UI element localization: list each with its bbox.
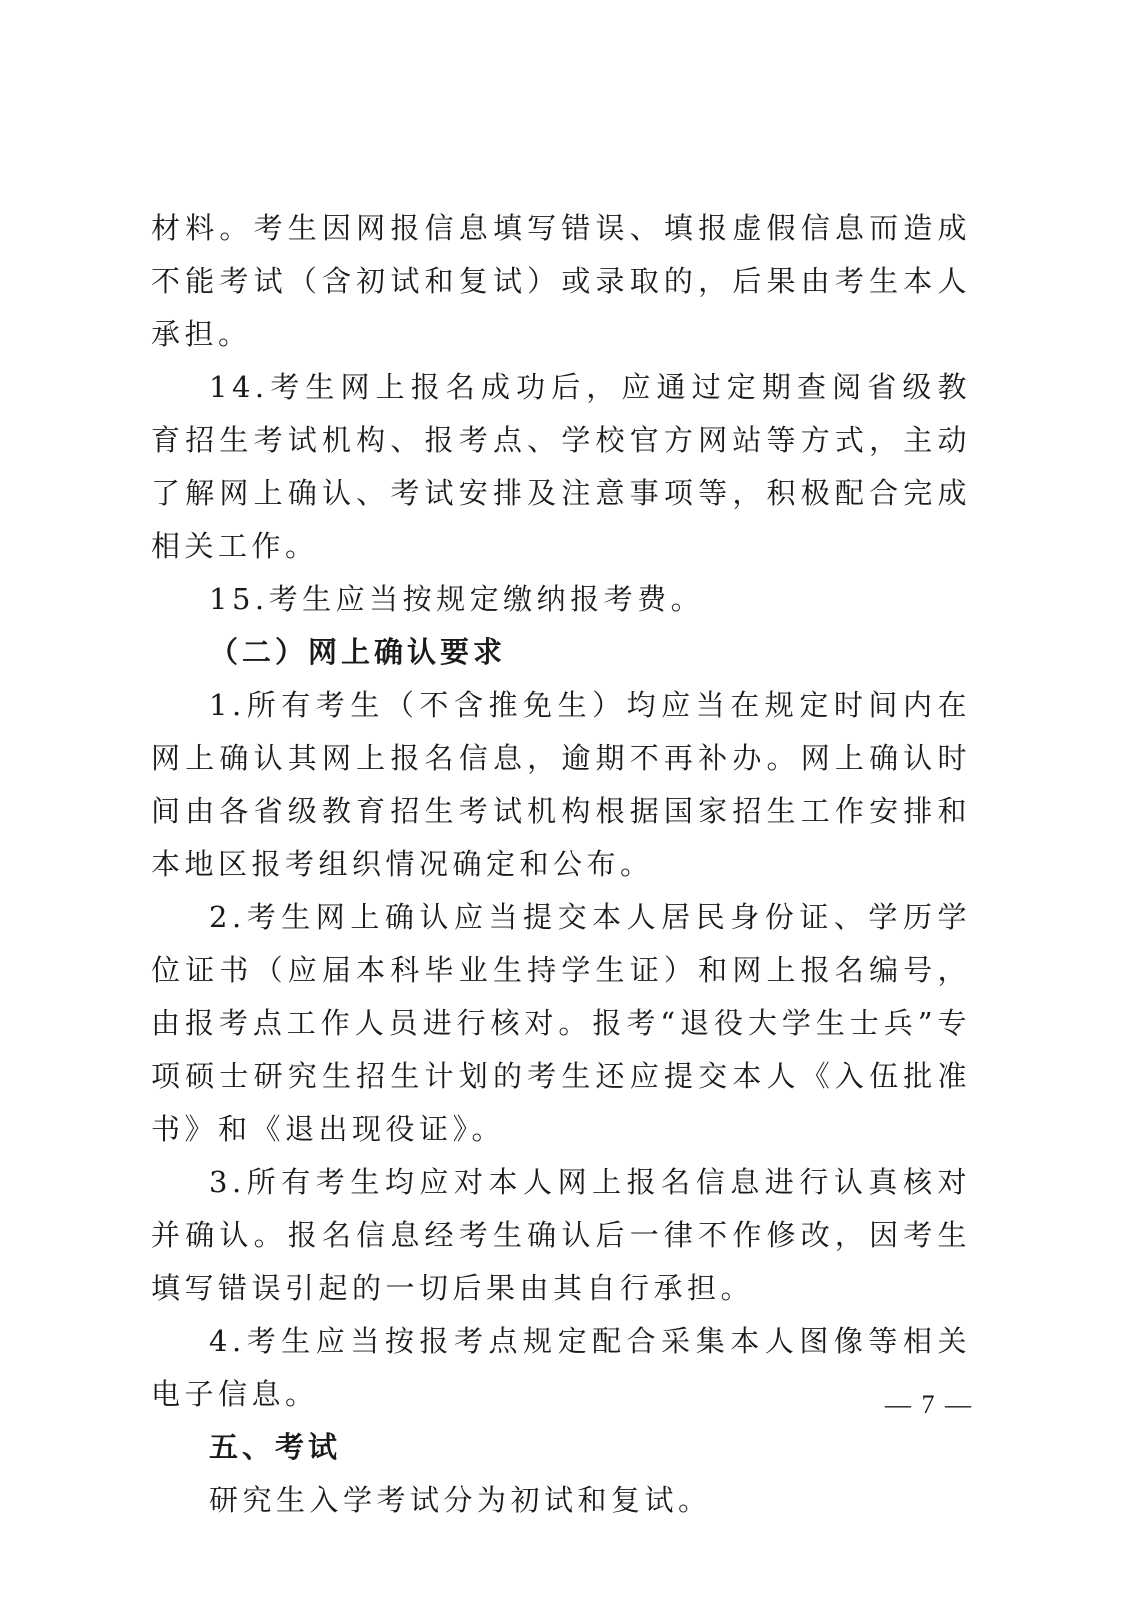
paragraph-confirm-item-2: 2.考生网上确认应当提交本人居民身份证、学历学位证书（应届本科毕业生持学生证）和网上报名编号，由报考点工作人员进行核对。报考“退役大学生士兵”专项硕士研究生招生计划的考生还应提交本人《入伍批准书》和《退出现役证》。 [151,900,971,1146]
paragraph-confirm-item-4: 4.考生应当按报考点规定配合采集本人图像等相关电子信息。 [151,1324,971,1411]
paragraph-item-14: 14.考生网上报名成功后，应通过定期查阅省级教育招生考试机构、报考点、学校官方网站等方式，主动了解网上确认、考试安排及注意事项等，积极配合完成相关工作。 [151,370,971,563]
page-number: — 7 — [885,1390,973,1419]
paragraph-confirm-item-1: 1.所有考生（不含推免生）均应当在规定时间内在网上确认其网上报名信息，逾期不再补办。网上确认时间由各省级教育招生考试机构根据国家招生工作安排和本地区报考组织情况确定和公布。 [151,688,971,881]
paragraph-exam-intro: 研究生入学考试分为初试和复试。 [209,1483,712,1517]
section-heading-exam: 五、考试 [209,1430,342,1464]
paragraph-confirm-item-3: 3.所有考生均应对本人网上报名信息进行认真核对并确认。报名信息经考生确认后一律不作修改，因考生填写错误引起的一切后果由其自行承担。 [151,1165,971,1305]
paragraph-continuation: 材料。考生因网报信息填写错误、填报虚假信息而造成不能考试（含初试和复试）或录取的，后果由考生本人承担。 [151,211,971,351]
section-subheading-online-confirmation: （二）网上确认要求 [209,635,507,669]
paragraph-item-15: 15.考生应当按规定缴纳报考费。 [209,582,705,616]
document-body [151,202,971,1527]
